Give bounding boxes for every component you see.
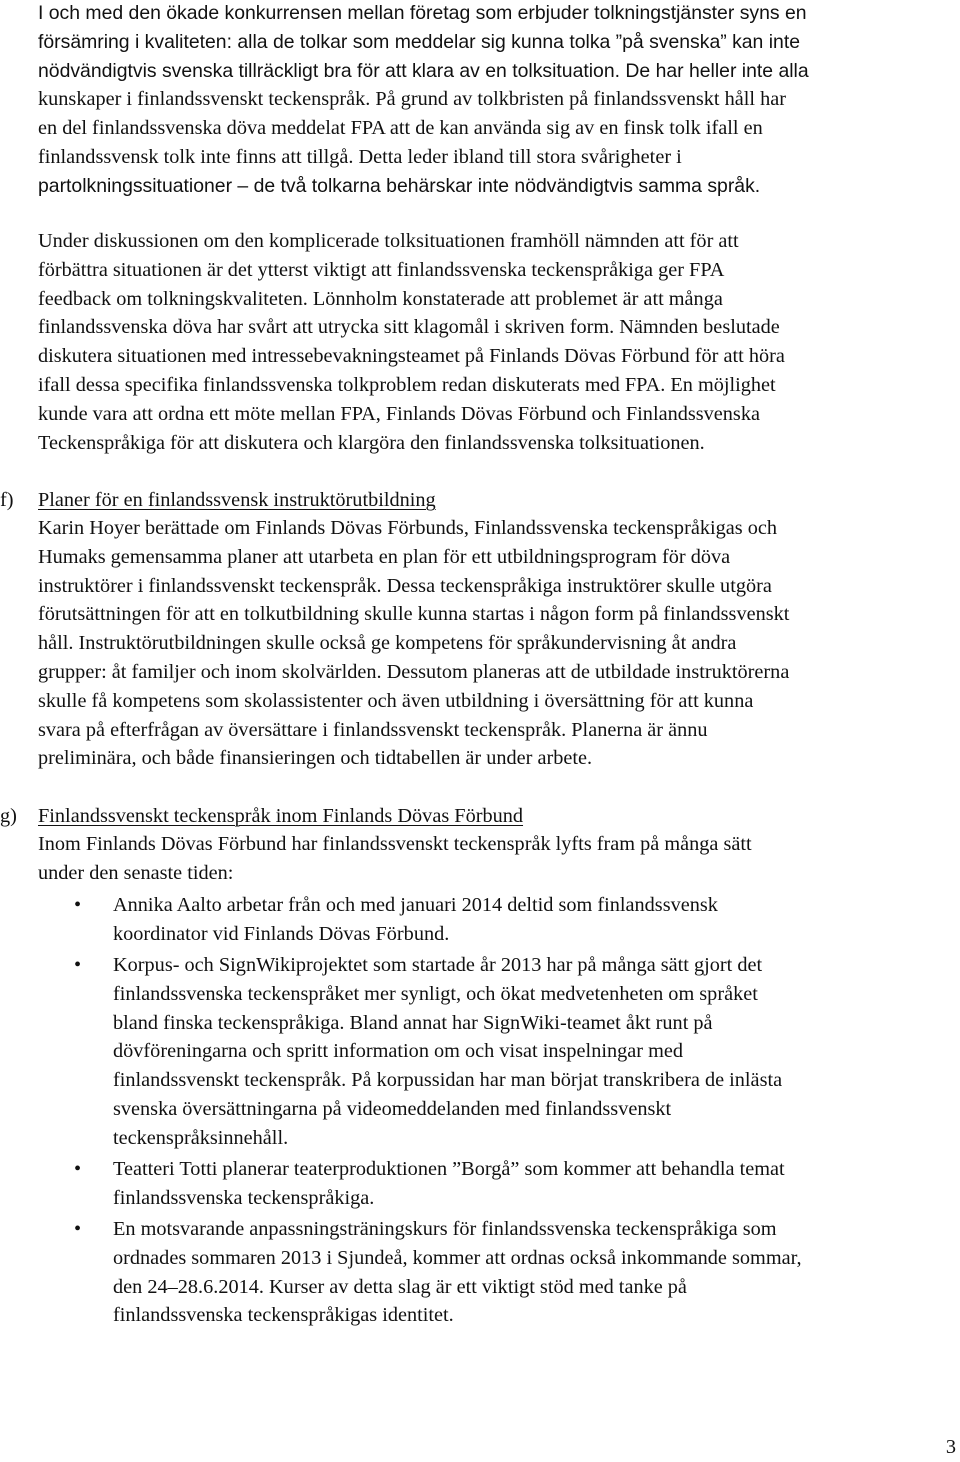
bullet-item bbox=[113, 1155, 958, 1213]
bullet-icon: • bbox=[74, 1218, 82, 1240]
paragraph-line: förutsättningen för att en tolkutbildning skulle kunna startas i någon form på finlandssvenskt bbox=[38, 603, 790, 626]
bullet-icon: • bbox=[74, 894, 82, 916]
section-f-letter: f) bbox=[0, 489, 14, 511]
bullet-line: finlandssvenska teckenspråkiga. bbox=[113, 1186, 375, 1209]
section-f-paragraph bbox=[38, 514, 956, 773]
bullet-line: En motsvarande anpassningsträningskurs för finlandssvenska teckenspråkiga som bbox=[113, 1218, 777, 1240]
paragraph-line: nödvändigtvis svenska tillräckligt bra för att klara av en tolksituation. De har heller inte alla bbox=[38, 59, 809, 82]
discussion-paragraph bbox=[38, 227, 956, 457]
bullet-line: den 24–28.6.2014. Kurser av detta slag är ett viktigt stöd med tanke på bbox=[113, 1275, 687, 1298]
paragraph-line: svara på efterfrågan av översättare i finlandssvenskt teckenspråk. Planerna är ännu bbox=[38, 718, 708, 741]
bullet-line: dövföreningarna och spritt information om och visat inspelningar med bbox=[113, 1040, 683, 1063]
paragraph-line: instruktörer i finlandssvenskt teckenspråk. Dessa teckenspråkiga instruktörer skulle utgöra bbox=[38, 574, 772, 597]
bullet-line: bland finska teckenspråkiga. Bland annat har SignWiki-teamet åkt runt på bbox=[113, 1011, 713, 1034]
bullet-line: svenska översättningarna på videomeddelanden med finlandssvenskt bbox=[113, 1097, 672, 1120]
paragraph-line: preliminära, och både finansieringen och tidtabellen är under arbete. bbox=[38, 747, 593, 770]
section-f-heading: Planer för en finlandssvensk instruktörutbildning bbox=[38, 489, 436, 511]
paragraph-line: Karin Hoyer berättade om Finlands Dövas Förbunds, Finlandssvenska teckenspråkigas och bbox=[38, 517, 777, 539]
paragraph-line: håll. Instruktörutbildningen skulle också ge kompetens för språkundervisning åt andra bbox=[38, 632, 737, 655]
section-g-intro bbox=[38, 830, 956, 888]
paragraph-line: Under diskussionen om den komplicerade tolksituationen framhöll nämnden att för att bbox=[38, 230, 739, 252]
bullet-icon: • bbox=[74, 954, 82, 976]
paragraph-line: ifall dessa specifika finlandssvenska tolkproblem redan diskuterats med FPA. En möjlighet bbox=[38, 373, 776, 396]
bullet-line: Korpus- och SignWikiprojektet som startade år 2013 har på många sätt gjort det bbox=[113, 954, 763, 976]
section-g-letter: g) bbox=[0, 805, 17, 827]
paragraph-line: Inom Finlands Dövas Förbund har finlandssvenskt teckenspråk lyfts fram på många sätt bbox=[38, 833, 752, 855]
bullet-line: finlandssvenska teckenspråkigas identitet. bbox=[113, 1304, 454, 1327]
section-g-heading: Finlandssvenskt teckenspråk inom Finlands Dövas Förbund bbox=[38, 805, 524, 827]
bullet-line: teckenspråksinnehåll. bbox=[113, 1126, 289, 1149]
paragraph-line: skulle få kompetens som skolassistenter och även utbildning i översättning för att kunna bbox=[38, 689, 754, 712]
intro-paragraph bbox=[38, 0, 956, 201]
paragraph-line: under den senaste tiden: bbox=[38, 861, 234, 884]
paragraph-line: feedback om tolkningskvaliteten. Lönnholm konstaterade att problemet är att många bbox=[38, 287, 723, 310]
paragraph-line: finlandssvenska döva har svårt att utrycka sitt klagomål i skriven form. Nämnden beslutade bbox=[38, 316, 780, 339]
paragraph-line: Humaks gemensamma planer att utarbeta en plan för ett utbildningsprogram för döva bbox=[38, 545, 731, 568]
paragraph-line: kunskaper i finlandssvenskt teckenspråk. På grund av tolkbristen på finlandssvenskt håll har bbox=[38, 88, 786, 111]
bullet-item bbox=[113, 951, 958, 1153]
bullet-line: Teatteri Totti planerar teaterproduktionen ”Borgå” som kommer att behandla temat bbox=[113, 1158, 785, 1180]
paragraph-line: försämring i kvaliteten: alla de tolkar som meddelar sig kunna tolka ”på svenska” kan inte bbox=[38, 30, 800, 53]
bullet-line: ordnades sommaren 2013 i Sjundeå, kommer att ordnas också inkommande sommar, bbox=[113, 1246, 802, 1269]
paragraph-line: diskutera situationen med intressebevakningsteamet på Finlands Dövas Förbund för att höra bbox=[38, 345, 785, 368]
paragraph-line: Teckenspråkiga för att diskutera och klargöra den finlandssvenska tolksituationen. bbox=[38, 431, 705, 454]
bullet-item bbox=[113, 1215, 958, 1330]
paragraph-line: I och med den ökade konkurrensen mellan företag som erbjuder tolkningstjänster syns en bbox=[38, 2, 807, 24]
bullet-line: koordinator vid Finlands Dövas Förbund. bbox=[113, 922, 450, 945]
paragraph-line: grupper: åt familjer och inom skolvärlden. Dessutom planeras att de utbildade instruktörerna bbox=[38, 660, 790, 683]
paragraph-line: kunde vara att ordna ett möte mellan FPA, Finlands Dövas Förbund och Finlandssvenska bbox=[38, 402, 760, 425]
bullet-item bbox=[113, 891, 958, 949]
paragraph-line: en del finlandssvenska döva meddelat FPA att de kan använda sig av en finsk tolk ifall en bbox=[38, 117, 763, 140]
bullet-icon: • bbox=[74, 1158, 82, 1180]
bullet-line: finlandssvenska teckenspråket mer synligt, och ökat medvetenheten om språket bbox=[113, 982, 758, 1005]
paragraph-line: finlandssvensk tolk inte finns att tillgå. Detta leder ibland till stora svårigheter i bbox=[38, 145, 682, 168]
bullet-line: finlandssvenskt teckenspråk. På korpussidan har man börjat transkribera de inlästa bbox=[113, 1069, 783, 1092]
paragraph-line: förbättra situationen är det ytterst viktigt att finlandssvenska teckenspråkiga ger FPA bbox=[38, 258, 725, 281]
paragraph-line: partolkningssituationer – de två tolkarna behärskar inte nödvändigtvis samma språk. bbox=[38, 174, 761, 197]
bullet-line: Annika Aalto arbetar från och med januari 2014 deltid som finlandssvensk bbox=[113, 894, 718, 916]
page-number: 3 bbox=[945, 1436, 956, 1458]
